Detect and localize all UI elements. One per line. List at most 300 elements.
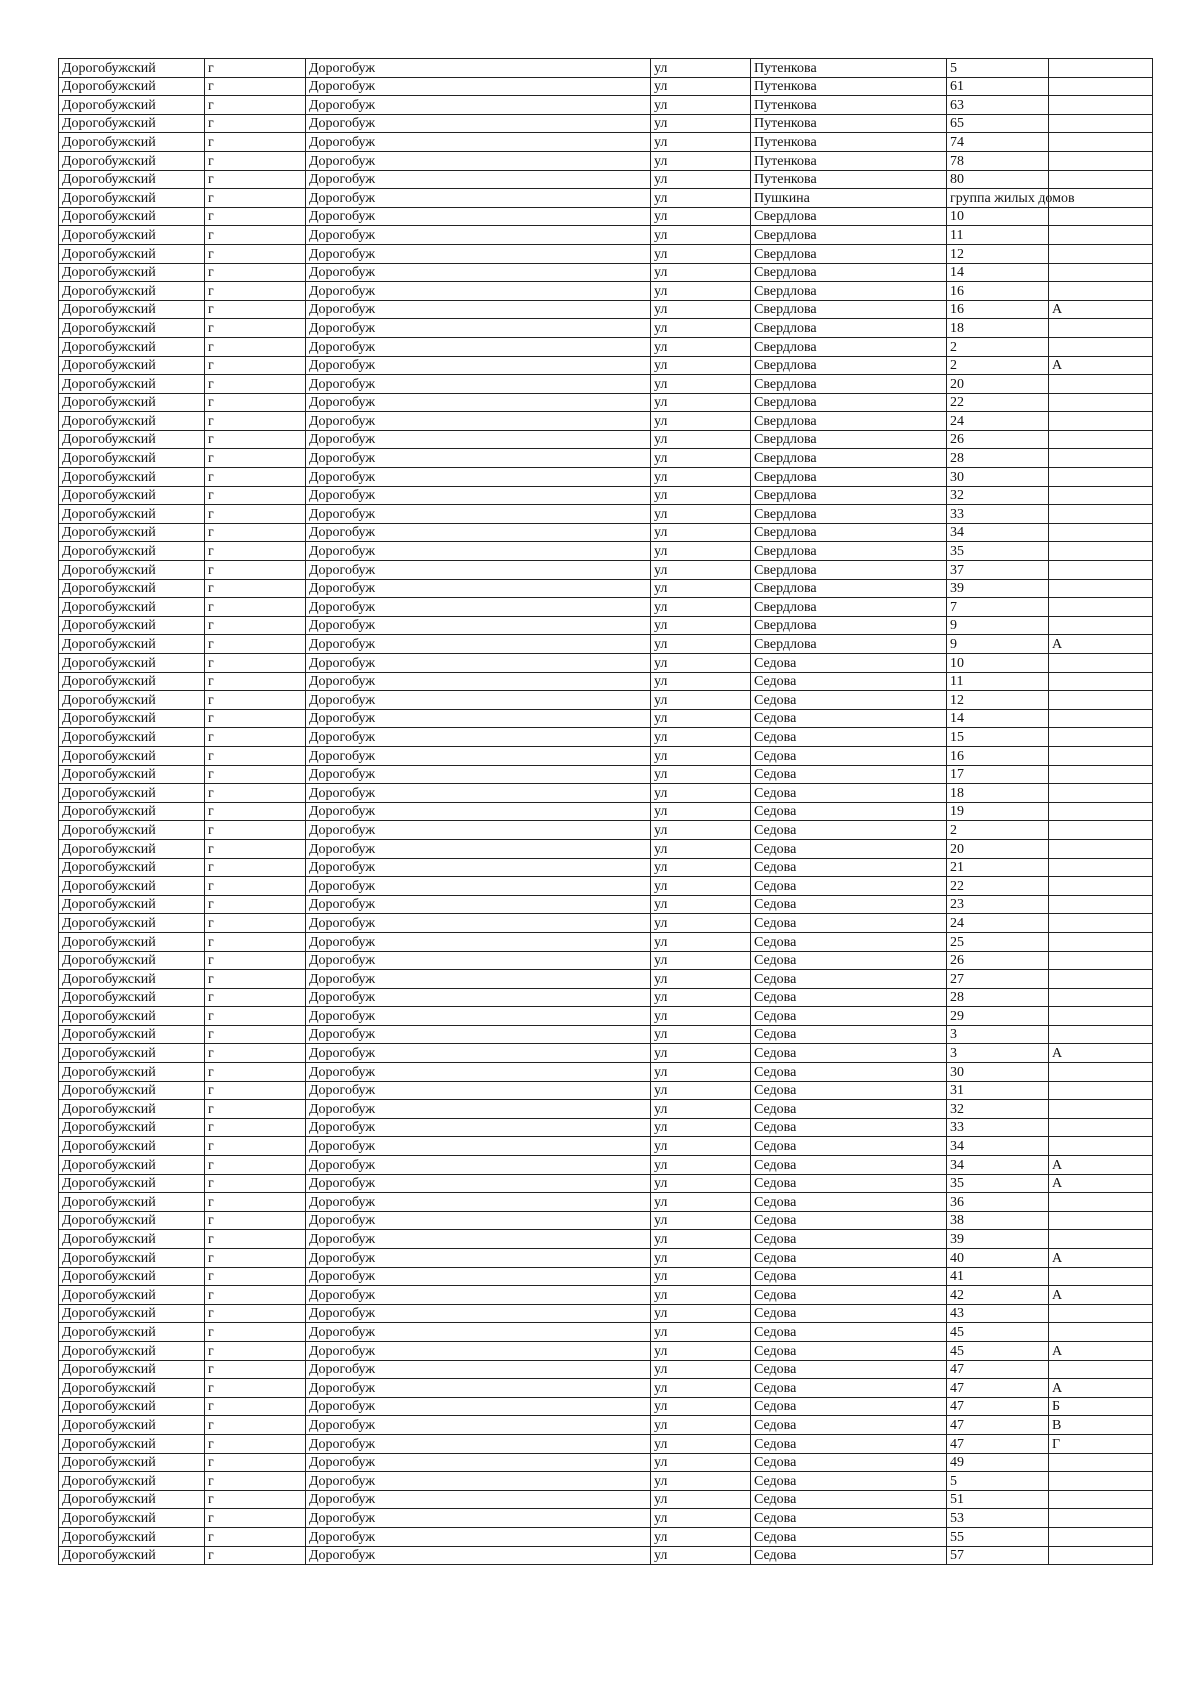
settlement-cell: Дорогобуж [306,784,651,803]
district-cell: Дорогобужский [59,282,205,301]
street-type-cell: ул [651,505,751,524]
street-type-cell: ул [651,691,751,710]
street-cell: Седова [751,914,947,933]
settlement-type-cell: г [205,1025,306,1044]
building-letter-cell [1049,1304,1153,1323]
settlement-type-cell: г [205,839,306,858]
house-cell: 33 [947,1118,1049,1137]
settlement-type-cell: г [205,505,306,524]
street-cell: Свердлова [751,616,947,635]
street-cell: Свердлова [751,430,947,449]
building-letter-cell [1049,523,1153,542]
settlement-type-cell: г [205,486,306,505]
district-cell: Дорогобужский [59,468,205,487]
district-cell: Дорогобужский [59,96,205,115]
street-cell: Свердлова [751,282,947,301]
street-cell: Седова [751,839,947,858]
house-cell: 32 [947,1100,1049,1119]
district-cell: Дорогобужский [59,133,205,152]
table-row [59,746,1153,765]
settlement-cell: Дорогобуж [306,672,651,691]
table-row [59,1527,1153,1546]
table-row [59,1490,1153,1509]
settlement-cell: Дорогобуж [306,895,651,914]
building-letter-cell [1049,1453,1153,1472]
district-cell: Дорогобужский [59,932,205,951]
house-cell: 2 [947,821,1049,840]
settlement-type-cell: г [205,932,306,951]
settlement-cell: Дорогобуж [306,858,651,877]
street-cell: Седова [751,1416,947,1435]
settlement-type-cell: г [205,1416,306,1435]
house-cell: 22 [947,877,1049,896]
building-letter-cell [1049,96,1153,115]
building-letter-cell [1049,1193,1153,1212]
settlement-cell: Дорогобуж [306,430,651,449]
table-row [59,839,1153,858]
building-letter-cell [1049,746,1153,765]
district-cell: Дорогобужский [59,1397,205,1416]
street-cell: Седова [751,1174,947,1193]
table-row [59,468,1153,487]
street-cell: Седова [751,1156,947,1175]
settlement-type-cell: г [205,1044,306,1063]
settlement-type-cell: г [205,412,306,431]
district-cell: Дорогобужский [59,1379,205,1398]
district-cell: Дорогобужский [59,1100,205,1119]
table-row [59,765,1153,784]
street-type-cell: ул [651,412,751,431]
street-cell: Седова [751,1304,947,1323]
table-row [59,1416,1153,1435]
building-letter-cell [1049,1100,1153,1119]
settlement-type-cell: г [205,207,306,226]
street-cell: Свердлова [751,337,947,356]
settlement-type-cell: г [205,1267,306,1286]
building-letter-cell [1049,839,1153,858]
settlement-cell: Дорогобуж [306,189,651,208]
house-cell: 45 [947,1341,1049,1360]
building-letter-cell [1049,226,1153,245]
house-cell: 10 [947,207,1049,226]
settlement-cell: Дорогобуж [306,616,651,635]
settlement-cell: Дорогобуж [306,765,651,784]
house-cell: 11 [947,672,1049,691]
settlement-type-cell: г [205,523,306,542]
district-cell: Дорогобужский [59,59,205,78]
street-type-cell: ул [651,709,751,728]
street-type-cell: ул [651,1025,751,1044]
street-type-cell: ул [651,1174,751,1193]
settlement-type-cell: г [205,858,306,877]
street-cell: Свердлова [751,579,947,598]
settlement-cell: Дорогобуж [306,1341,651,1360]
house-cell: 18 [947,784,1049,803]
settlement-type-cell: г [205,133,306,152]
building-letter-cell [1049,282,1153,301]
table-row [59,895,1153,914]
street-cell: Седова [751,1341,947,1360]
district-cell: Дорогобужский [59,839,205,858]
building-letter-cell [1049,988,1153,1007]
street-cell: Седова [751,1286,947,1305]
street-cell: Свердлова [751,635,947,654]
table-row [59,877,1153,896]
house-cell: 3 [947,1025,1049,1044]
table-row [59,114,1153,133]
street-type-cell: ул [651,96,751,115]
building-letter-cell [1049,375,1153,394]
settlement-cell: Дорогобуж [306,970,651,989]
table-row [59,1379,1153,1398]
settlement-cell: Дорогобуж [306,988,651,1007]
street-cell: Седова [751,1081,947,1100]
building-letter-cell [1049,1546,1153,1565]
settlement-cell: Дорогобуж [306,1156,651,1175]
settlement-cell: Дорогобуж [306,1434,651,1453]
settlement-cell: Дорогобуж [306,1360,651,1379]
district-cell: Дорогобужский [59,1230,205,1249]
settlement-type-cell: г [205,1490,306,1509]
street-type-cell: ул [651,1527,751,1546]
building-letter-cell [1049,151,1153,170]
house-cell: 12 [947,691,1049,710]
house-cell: 28 [947,449,1049,468]
house-cell: 28 [947,988,1049,1007]
street-type-cell: ул [651,263,751,282]
street-cell: Свердлова [751,449,947,468]
building-letter-cell: В [1049,1416,1153,1435]
building-letter-cell [1049,319,1153,338]
settlement-cell: Дорогобуж [306,821,651,840]
house-cell: 9 [947,635,1049,654]
district-cell: Дорогобужский [59,189,205,208]
house-cell: 38 [947,1211,1049,1230]
house-cell: 24 [947,412,1049,431]
street-cell: Седова [751,1025,947,1044]
table-row [59,1137,1153,1156]
district-cell: Дорогобужский [59,1267,205,1286]
table-row [59,59,1153,78]
house-cell: 40 [947,1249,1049,1268]
street-cell: Путенкова [751,170,947,189]
settlement-type-cell: г [205,1527,306,1546]
street-type-cell: ул [651,1267,751,1286]
street-cell: Седова [751,970,947,989]
street-cell: Седова [751,877,947,896]
table-row [59,244,1153,263]
street-type-cell: ул [651,356,751,375]
settlement-cell: Дорогобуж [306,133,651,152]
street-type-cell: ул [651,1546,751,1565]
table-row [59,1025,1153,1044]
building-letter-cell [1049,598,1153,617]
street-cell: Седова [751,709,947,728]
settlement-type-cell: г [205,189,306,208]
street-cell: Свердлова [751,561,947,580]
street-cell: Свердлова [751,412,947,431]
street-cell: Седова [751,1527,947,1546]
table-row [59,1230,1153,1249]
district-cell: Дорогобужский [59,151,205,170]
settlement-cell: Дорогобуж [306,877,651,896]
street-cell: Седова [751,654,947,673]
street-cell: Седова [751,1211,947,1230]
building-letter-cell [1049,1490,1153,1509]
settlement-cell: Дорогобуж [306,1286,651,1305]
district-cell: Дорогобужский [59,1211,205,1230]
settlement-type-cell: г [205,449,306,468]
house-cell: 2 [947,337,1049,356]
building-letter-cell [1049,1007,1153,1026]
table-body [59,59,1153,1565]
house-cell: 49 [947,1453,1049,1472]
street-type-cell: ул [651,1156,751,1175]
table-row [59,914,1153,933]
settlement-type-cell: г [205,1397,306,1416]
street-type-cell: ул [651,375,751,394]
street-cell: Седова [751,746,947,765]
house-cell: 10 [947,654,1049,673]
district-cell: Дорогобужский [59,1249,205,1268]
street-type-cell: ул [651,542,751,561]
settlement-cell: Дорогобуж [306,709,651,728]
house-cell: 42 [947,1286,1049,1305]
street-type-cell: ул [651,616,751,635]
street-type-cell: ул [651,226,751,245]
settlement-cell: Дорогобуж [306,523,651,542]
settlement-cell: Дорогобуж [306,282,651,301]
district-cell: Дорогобужский [59,1118,205,1137]
district-cell: Дорогобужский [59,1044,205,1063]
settlement-cell: Дорогобуж [306,1211,651,1230]
street-cell: Седова [751,1007,947,1026]
settlement-type-cell: г [205,951,306,970]
district-cell: Дорогобужский [59,430,205,449]
district-cell: Дорогобужский [59,728,205,747]
street-cell: Седова [751,802,947,821]
table-row [59,300,1153,319]
settlement-type-cell: г [205,468,306,487]
settlement-type-cell: г [205,1081,306,1100]
street-cell: Седова [751,1360,947,1379]
building-letter-cell [1049,1118,1153,1137]
street-type-cell: ул [651,337,751,356]
street-type-cell: ул [651,1323,751,1342]
district-cell: Дорогобужский [59,709,205,728]
building-letter-cell [1049,505,1153,524]
house-cell: 20 [947,839,1049,858]
street-type-cell: ул [651,895,751,914]
house-cell: 18 [947,319,1049,338]
settlement-type-cell: г [205,226,306,245]
street-type-cell: ул [651,1379,751,1398]
street-type-cell: ул [651,170,751,189]
street-type-cell: ул [651,1509,751,1528]
building-letter-cell [1049,895,1153,914]
building-letter-cell [1049,486,1153,505]
house-cell: 33 [947,505,1049,524]
building-letter-cell [1049,1360,1153,1379]
district-cell: Дорогобужский [59,263,205,282]
house-cell: 35 [947,542,1049,561]
table-row [59,263,1153,282]
street-type-cell: ул [651,802,751,821]
district-cell: Дорогобужский [59,244,205,263]
settlement-type-cell: г [205,802,306,821]
street-type-cell: ул [651,765,751,784]
district-cell: Дорогобужский [59,1360,205,1379]
district-cell: Дорогобужский [59,765,205,784]
street-type-cell: ул [651,151,751,170]
settlement-cell: Дорогобуж [306,1267,651,1286]
table-row [59,77,1153,96]
table-row [59,133,1153,152]
table-row [59,1360,1153,1379]
street-cell: Свердлова [751,207,947,226]
house-cell: 20 [947,375,1049,394]
house-cell: 47 [947,1434,1049,1453]
table-row [59,170,1153,189]
house-cell: 55 [947,1527,1049,1546]
street-cell: Седова [751,895,947,914]
street-cell: Седова [751,1267,947,1286]
house-cell: 21 [947,858,1049,877]
settlement-cell: Дорогобуж [306,1100,651,1119]
building-letter-cell [1049,784,1153,803]
building-letter-cell [1049,914,1153,933]
settlement-cell: Дорогобуж [306,207,651,226]
settlement-cell: Дорогобуж [306,1546,651,1565]
house-cell: 17 [947,765,1049,784]
table-row [59,542,1153,561]
district-cell: Дорогобужский [59,895,205,914]
house-cell: 63 [947,96,1049,115]
district-cell: Дорогобужский [59,337,205,356]
street-type-cell: ул [651,728,751,747]
table-row [59,1081,1153,1100]
settlement-type-cell: г [205,1137,306,1156]
house-cell: 41 [947,1267,1049,1286]
building-letter-cell [1049,858,1153,877]
building-letter-cell: А [1049,1341,1153,1360]
settlement-cell: Дорогобуж [306,151,651,170]
district-cell: Дорогобужский [59,1472,205,1491]
street-type-cell: ул [651,1249,751,1268]
street-cell: Путенкова [751,77,947,96]
building-letter-cell [1049,821,1153,840]
settlement-type-cell: г [205,1118,306,1137]
street-cell: Свердлова [751,468,947,487]
table-row [59,616,1153,635]
settlement-type-cell: г [205,579,306,598]
settlement-type-cell: г [205,821,306,840]
district-cell: Дорогобужский [59,486,205,505]
district-cell: Дорогобужский [59,654,205,673]
settlement-type-cell: г [205,1193,306,1212]
settlement-cell: Дорогобуж [306,486,651,505]
street-type-cell: ул [651,1193,751,1212]
district-cell: Дорогобужский [59,877,205,896]
street-type-cell: ул [651,1416,751,1435]
street-cell: Седова [751,1100,947,1119]
street-cell: Седова [751,1249,947,1268]
settlement-cell: Дорогобуж [306,746,651,765]
district-cell: Дорогобужский [59,1434,205,1453]
table-row [59,1286,1153,1305]
district-cell: Дорогобужский [59,542,205,561]
settlement-type-cell: г [205,616,306,635]
settlement-cell: Дорогобуж [306,393,651,412]
settlement-type-cell: г [205,1472,306,1491]
settlement-type-cell: г [205,96,306,115]
settlement-type-cell: г [205,1509,306,1528]
settlement-cell: Дорогобуж [306,1025,651,1044]
street-cell: Седова [751,1490,947,1509]
house-cell: группа жилых домов [947,189,1049,208]
settlement-type-cell: г [205,877,306,896]
building-letter-cell [1049,244,1153,263]
settlement-type-cell: г [205,1286,306,1305]
settlement-type-cell: г [205,1249,306,1268]
street-type-cell: ул [651,970,751,989]
house-cell: 31 [947,1081,1049,1100]
street-type-cell: ул [651,1341,751,1360]
settlement-cell: Дорогобуж [306,1193,651,1212]
house-cell: 19 [947,802,1049,821]
table-row [59,1304,1153,1323]
street-type-cell: ул [651,672,751,691]
street-type-cell: ул [651,300,751,319]
building-letter-cell [1049,579,1153,598]
district-cell: Дорогобужский [59,1063,205,1082]
street-type-cell: ул [651,189,751,208]
street-cell: Седова [751,1379,947,1398]
settlement-cell: Дорогобуж [306,1490,651,1509]
street-cell: Путенкова [751,114,947,133]
settlement-cell: Дорогобуж [306,1044,651,1063]
street-type-cell: ул [651,523,751,542]
street-type-cell: ул [651,430,751,449]
table-row [59,523,1153,542]
building-letter-cell [1049,59,1153,78]
settlement-cell: Дорогобуж [306,356,651,375]
street-type-cell: ул [651,393,751,412]
table-row [59,821,1153,840]
street-cell: Свердлова [751,263,947,282]
street-type-cell: ул [651,449,751,468]
district-cell: Дорогобужский [59,1304,205,1323]
settlement-cell: Дорогобуж [306,244,651,263]
table-row [59,1453,1153,1472]
settlement-cell: Дорогобуж [306,1174,651,1193]
settlement-type-cell: г [205,746,306,765]
building-letter-cell [1049,1509,1153,1528]
building-letter-cell [1049,133,1153,152]
district-cell: Дорогобужский [59,1193,205,1212]
street-type-cell: ул [651,1007,751,1026]
table-row [59,1193,1153,1212]
building-letter-cell [1049,1267,1153,1286]
table-row [59,1341,1153,1360]
street-cell: Седова [751,1546,947,1565]
settlement-type-cell: г [205,263,306,282]
street-type-cell: ул [651,858,751,877]
district-cell: Дорогобужский [59,616,205,635]
street-cell: Седова [751,672,947,691]
building-letter-cell [1049,542,1153,561]
building-letter-cell [1049,77,1153,96]
